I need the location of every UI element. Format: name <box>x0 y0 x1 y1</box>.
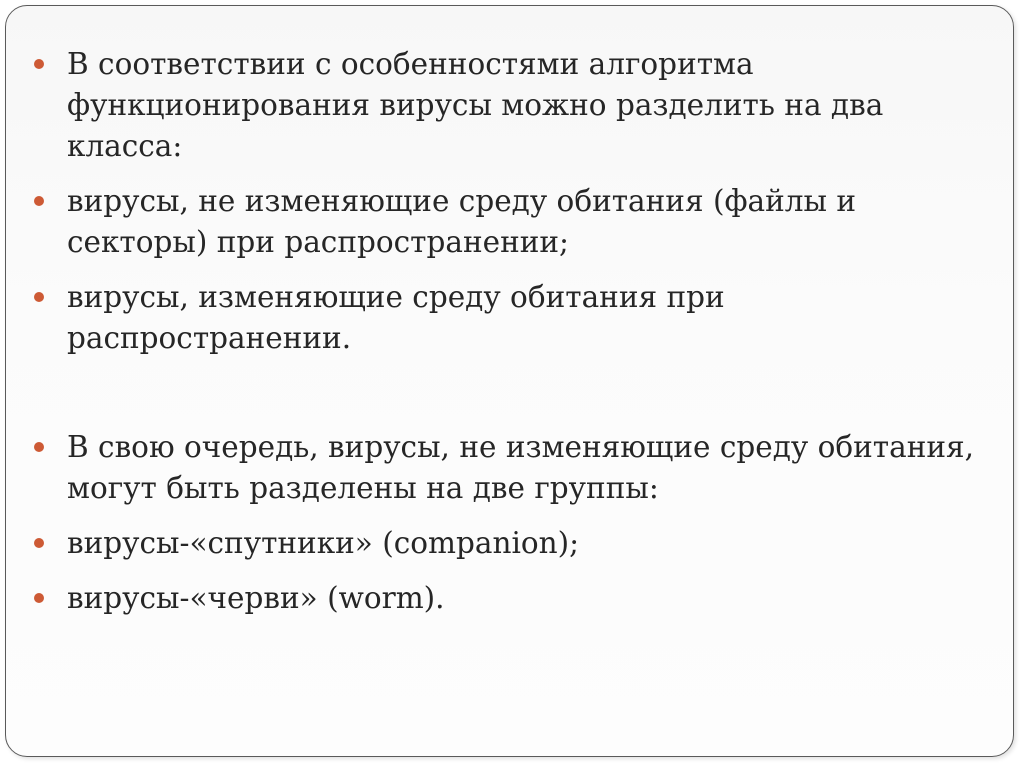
bullet-text: вирусы, не изменяющие среду обитания (файлы и секторы) при распространении; <box>67 184 857 259</box>
filled-circle-icon <box>34 538 44 548</box>
slide-frame <box>5 5 1014 757</box>
bullet-list <box>34 44 974 633</box>
bullet-text: В соответствии с особенностями алгоритма функционирования вирусы можно разделить на два класса: <box>67 47 884 163</box>
bullet-text: В свою очередь, вирусы, не изменяющие среду обитания, могут быть разделены на две группы: <box>67 430 975 505</box>
filled-circle-icon <box>34 593 44 603</box>
bullet-item-companion-viruses <box>34 523 974 564</box>
filled-circle-icon <box>34 59 44 69</box>
bullet-item-non-modifying-viruses <box>34 181 974 263</box>
bullet-text: вирусы-«черви» (worm). <box>67 581 445 615</box>
filled-circle-icon <box>34 442 44 452</box>
bullet-text: вирусы-«спутники» (companion); <box>67 526 580 560</box>
bullet-text: вирусы, изменяющие среду обитания при распространении. <box>67 280 725 355</box>
filled-circle-icon <box>34 292 44 302</box>
bullet-item-groups-intro <box>34 427 974 509</box>
bullet-item-classification-intro <box>34 44 974 167</box>
bullet-item-worm-viruses <box>34 578 974 619</box>
bullet-item-modifying-viruses <box>34 277 974 359</box>
filled-circle-icon <box>34 196 44 206</box>
